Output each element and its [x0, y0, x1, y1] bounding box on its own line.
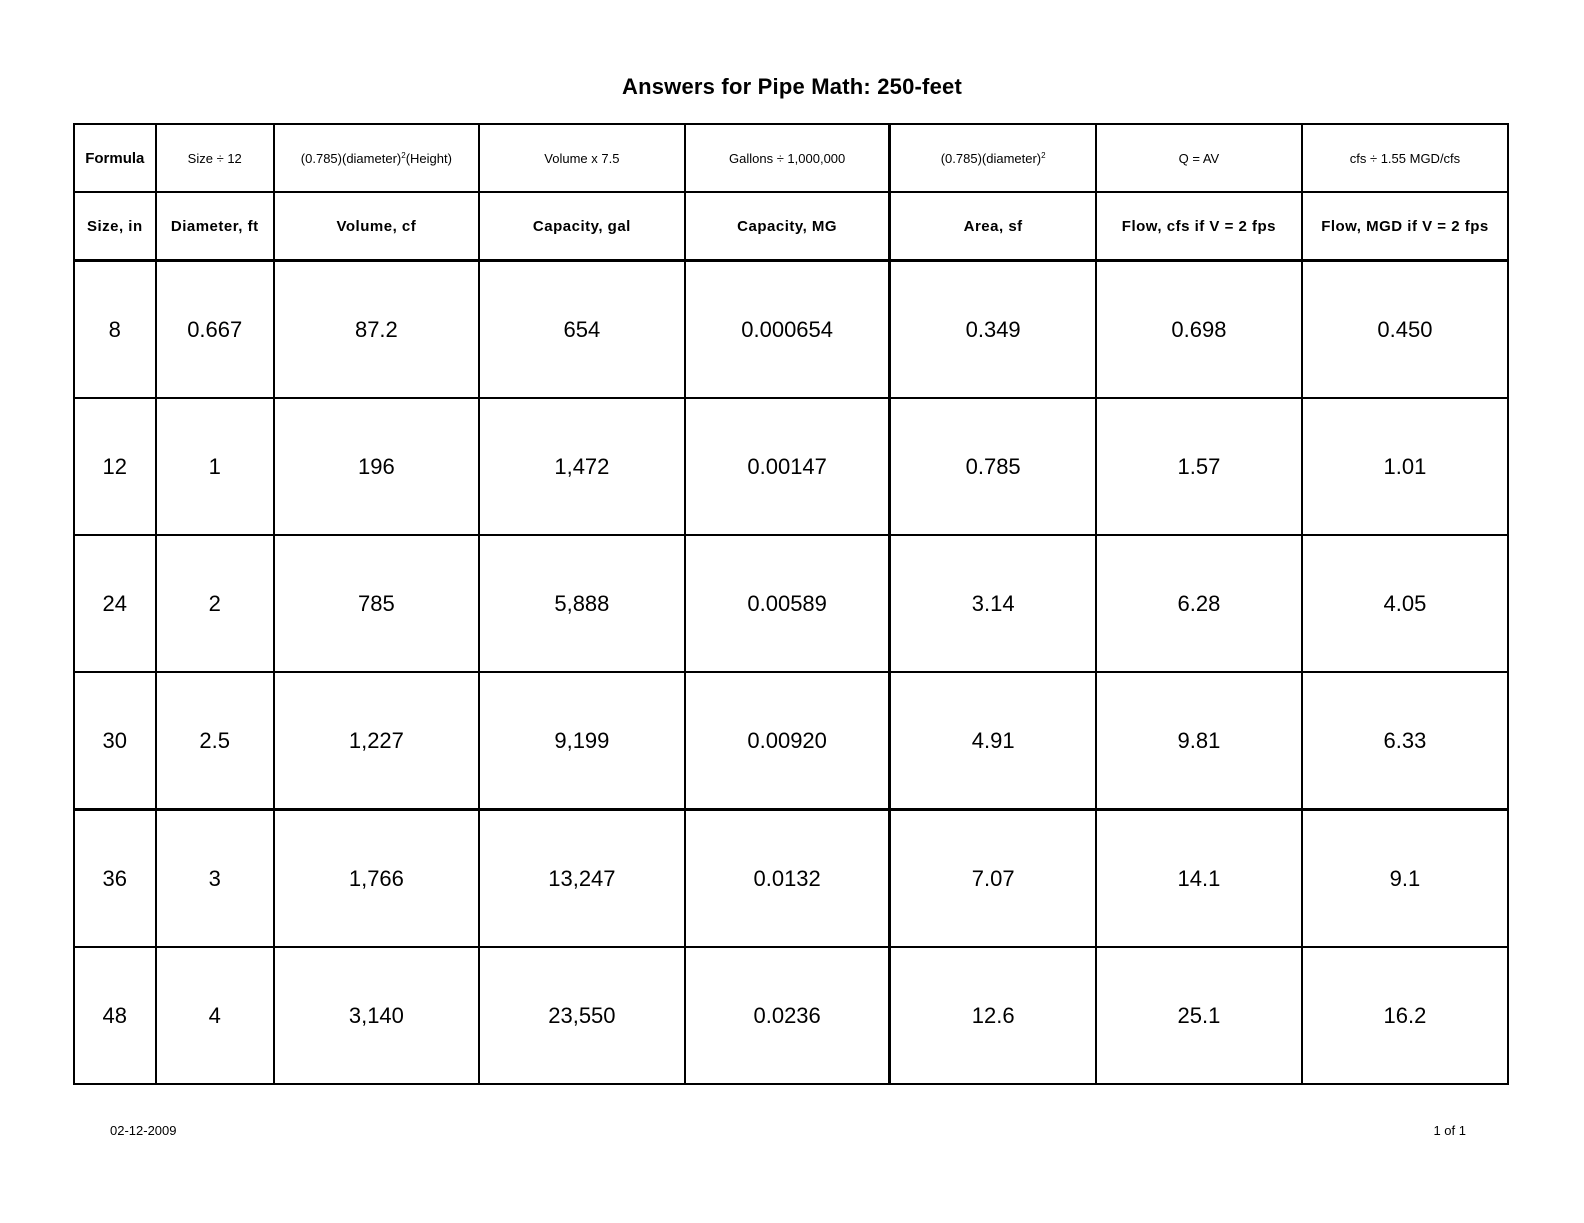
table-cell: 87.2 — [274, 261, 479, 399]
table-cell: 1,227 — [274, 672, 479, 810]
table-cell: 6.28 — [1096, 535, 1302, 672]
table-cell: 654 — [479, 261, 685, 399]
table-row — [74, 261, 1508, 399]
formula-text: (0.785)(diameter) — [940, 150, 1042, 166]
formula-text: Q = AV — [1178, 150, 1220, 166]
header-row — [74, 192, 1508, 261]
table-cell: 8 — [74, 261, 156, 399]
table-cell: 9.1 — [1302, 810, 1508, 948]
column-header: Diameter, ft — [156, 192, 274, 261]
column-header: Area, sf — [890, 192, 1096, 261]
formula-row — [74, 124, 1508, 192]
table-cell: 0.0236 — [685, 947, 890, 1084]
formula-label-cell — [74, 124, 156, 192]
table-cell: 6.33 — [1302, 672, 1508, 810]
column-header: Volume, cf — [274, 192, 479, 261]
table-cell: 1,766 — [274, 810, 479, 948]
table-cell: 5,888 — [479, 535, 685, 672]
table-cell: 1.57 — [1096, 398, 1302, 535]
formula-cell-capacity-mg — [685, 124, 890, 192]
table-cell: 0.667 — [156, 261, 274, 399]
table-cell: 16.2 — [1302, 947, 1508, 1084]
formula-suffix: (Height) — [405, 150, 452, 166]
formula-cell-volume — [274, 124, 479, 192]
table-cell: 7.07 — [890, 810, 1096, 948]
formula-text: Gallons ÷ 1,000,000 — [729, 150, 846, 166]
table-cell: 1 — [156, 398, 274, 535]
formula-text: Formula — [85, 149, 145, 167]
table-cell: 0.00589 — [685, 535, 890, 672]
table-cell: 2.5 — [156, 672, 274, 810]
table-cell: 0.0132 — [685, 810, 890, 948]
table-row — [74, 535, 1508, 672]
formula-text: cfs ÷ 1.55 MGD/cfs — [1349, 150, 1461, 166]
table-cell: 0.00147 — [685, 398, 890, 535]
formula-cell-area — [890, 124, 1096, 192]
table-row — [74, 672, 1508, 810]
formula-cell-flow-cfs — [1096, 124, 1302, 192]
table-cell: 13,247 — [479, 810, 685, 948]
formula-cell-diameter — [156, 124, 274, 192]
formula-text: Size ÷ 12 — [187, 150, 242, 166]
table-cell: 3.14 — [890, 535, 1096, 672]
footer-page-number: 1 of 1 — [1433, 1123, 1466, 1138]
table-cell: 12 — [74, 398, 156, 535]
page-title: Answers for Pipe Math: 250-feet — [622, 74, 962, 99]
formula-cell-capacity-gal — [479, 124, 685, 192]
formula-exponent: 2 — [401, 150, 406, 160]
table-cell: 1.01 — [1302, 398, 1508, 535]
table-cell: 36 — [74, 810, 156, 948]
table-row — [74, 947, 1508, 1084]
table-cell: 23,550 — [479, 947, 685, 1084]
table-cell: 9,199 — [479, 672, 685, 810]
column-header: Flow, MGD if V = 2 fps — [1302, 192, 1508, 261]
table-cell: 4.91 — [890, 672, 1096, 810]
table-row — [74, 398, 1508, 535]
table-cell: 4 — [156, 947, 274, 1084]
table-cell: 12.6 — [890, 947, 1096, 1084]
table-cell: 785 — [274, 535, 479, 672]
formula-exponent: 2 — [1041, 150, 1046, 160]
column-header: Capacity, MG — [685, 192, 890, 261]
column-header: Size, in — [74, 192, 156, 261]
formula-text: (0.785)(diameter) — [300, 150, 402, 166]
table-cell: 0.450 — [1302, 261, 1508, 399]
column-header: Capacity, gal — [479, 192, 685, 261]
table-cell: 4.05 — [1302, 535, 1508, 672]
formula-text: Volume x 7.5 — [544, 150, 620, 166]
table-cell: 0.698 — [1096, 261, 1302, 399]
table-cell: 2 — [156, 535, 274, 672]
table-cell: 0.000654 — [685, 261, 890, 399]
table-cell: 9.81 — [1096, 672, 1302, 810]
table-cell: 24 — [74, 535, 156, 672]
table-cell: 1,472 — [479, 398, 685, 535]
table-cell: 0.00920 — [685, 672, 890, 810]
column-header: Flow, cfs if V = 2 fps — [1096, 192, 1302, 261]
table-row — [74, 810, 1508, 948]
pipe-math-table — [73, 123, 1509, 1085]
table-cell: 0.349 — [890, 261, 1096, 399]
table-cell: 3 — [156, 810, 274, 948]
formula-cell-flow-mgd — [1302, 124, 1508, 192]
table-cell: 196 — [274, 398, 479, 535]
table-cell: 0.785 — [890, 398, 1096, 535]
table-cell: 48 — [74, 947, 156, 1084]
table-cell: 30 — [74, 672, 156, 810]
table-cell: 25.1 — [1096, 947, 1302, 1084]
footer-date: 02-12-2009 — [110, 1123, 177, 1138]
table-cell: 14.1 — [1096, 810, 1302, 948]
table-cell: 3,140 — [274, 947, 479, 1084]
